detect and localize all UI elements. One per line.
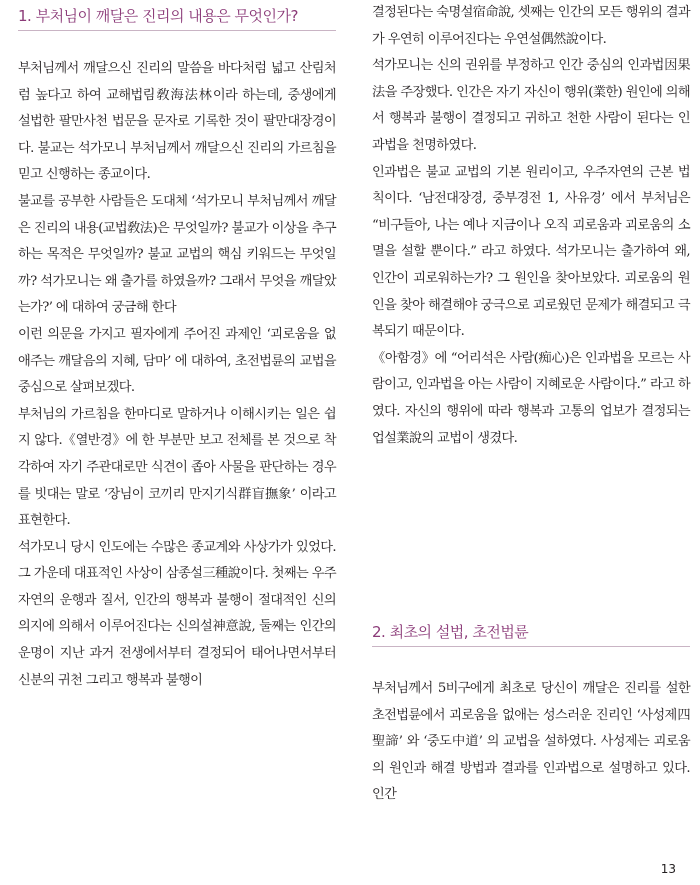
paragraph: 부처님께서 5비구에게 최초로 당신이 깨달은 진리를 설한 초전법륜에서 괴로움을 없애는 성스러운 진리인 ‘사성제四聖諦’ 와 ‘중도中道’ 의 교법을 설하였다. 사성제는 괴로움의 원인과 해결 방법과 결과를 인과법으로 설명하고 있다. 인간 bbox=[372, 681, 690, 803]
section-1 bbox=[18, 6, 336, 31]
paragraph: 부처님의 가르침을 한마디로 말하거나 이해시키는 일은 쉽지 않다.《열반경》에 한 부분만 보고 전체를 본 것으로 착각하여 자기 주관대로만 식견이 좁아 사물을 판단하는 경우를 빗대는 말로 ‘장님이 코끼리 만지기식群盲撫象’ 이라고 표현한다. bbox=[18, 406, 336, 529]
paragraph: 불교를 공부한 사람들은 도대체 ‘석가모니 부처님께서 깨달은 진리의 내용(교법敎法)은 무엇일까? 불교가 이상을 추구하는 목적은 무엇일까? 불교 교법의 핵심 키워드는 무엇일까? 석가모니는 왜 출가를 하였을까? 그래서 무엇을 깨달았는가?’ 에 대하여 궁금해 한다 bbox=[18, 193, 336, 316]
paragraph: 《아함경》에 “어리석은 사람(痴心)은 인과법을 모르는 사람이고, 인과법을 아는 사람이 지혜로운 사람이다.” 라고 하였다. 자신의 행위에 따라 행복과 고통의 업보가 결정되는 업설業說의 교법이 생겼다. bbox=[372, 350, 690, 446]
paragraph: 결정된다는 숙명설宿命說, 셋째는 인간의 모든 행위의 결과가 우연히 이루어진다는 우연설偶然說이다. bbox=[372, 5, 690, 47]
heading-rule bbox=[372, 646, 690, 647]
section-1-continuation bbox=[372, 0, 690, 452]
heading-rule bbox=[18, 30, 336, 31]
paragraph: 인과법은 불교 교법의 기본 원리이고, 우주자연의 근본 법칙이다. ‘남전대장경, 중부경전 1, 사유경’ 에서 부처님은 “비구들아, 나는 예나 지금이나 오직 괴로움과 괴로움의 소멸을 설할 뿐이다.” 라고 하였다. 석가모니는 출가하여 왜, 인간이 괴로워하는가? 그 원인을 찾아보았다. 괴로움의 원인을 찾아 해결해야 궁극으로 괴로웠던 문제가 해결되고 극복되기 때문이다. bbox=[372, 164, 690, 340]
section-1-body bbox=[18, 56, 336, 694]
paragraph: 부처님께서 깨달으신 진리의 말씀을 바다처럼 넓고 산림처럼 높다고 하여 교해법림敎海法林이라 하는데, 중생에게 설법한 팔만사천 법문을 문자로 기록한 것이 팔만대장경이다. 불교는 석가모니 부처님께서 깨달으신 진리의 가르침을 믿고 신행하는 종교이다. bbox=[18, 61, 336, 183]
section-2-heading: 2. 최초의 설법, 초전법륜 bbox=[372, 623, 529, 641]
page-number: 13 bbox=[660, 862, 676, 876]
section-2-body bbox=[372, 676, 690, 809]
paragraph: 석가모니 당시 인도에는 수많은 종교계와 사상가가 있었다. 그 가운데 대표적인 사상이 삼종설三種說이다. 첫째는 우주자연의 운행과 질서, 인간의 행복과 불행이 절대적인 신의 의지에 의해서 이루어진다는 신의설神意說, 둘째는 인간의 운명이 지난 과거 전생에서부터 결정되어 태어나면서부터 신분의 귀천 그리고 행복과 불행이 bbox=[18, 539, 336, 688]
section-1-heading: 1. 부처님이 깨달은 진리의 내용은 무엇인가? bbox=[18, 7, 298, 25]
section-2 bbox=[372, 622, 690, 647]
paragraph: 이런 의문을 가지고 필자에게 주어진 과제인 ‘괴로움을 없애주는 깨달음의 지혜, 담마’ 에 대하여, 초전법륜의 교법을 중심으로 살펴보겠다. bbox=[18, 326, 336, 396]
paragraph: 석가모니는 신의 권위를 부정하고 인간 중심의 인과법因果法을 주장했다. 인간은 자기 자신이 행위(業한) 원인에 의해서 행복과 불행이 결정되고 귀하고 천한 사람이 된다는 인과법을 천명하였다. bbox=[372, 58, 690, 153]
